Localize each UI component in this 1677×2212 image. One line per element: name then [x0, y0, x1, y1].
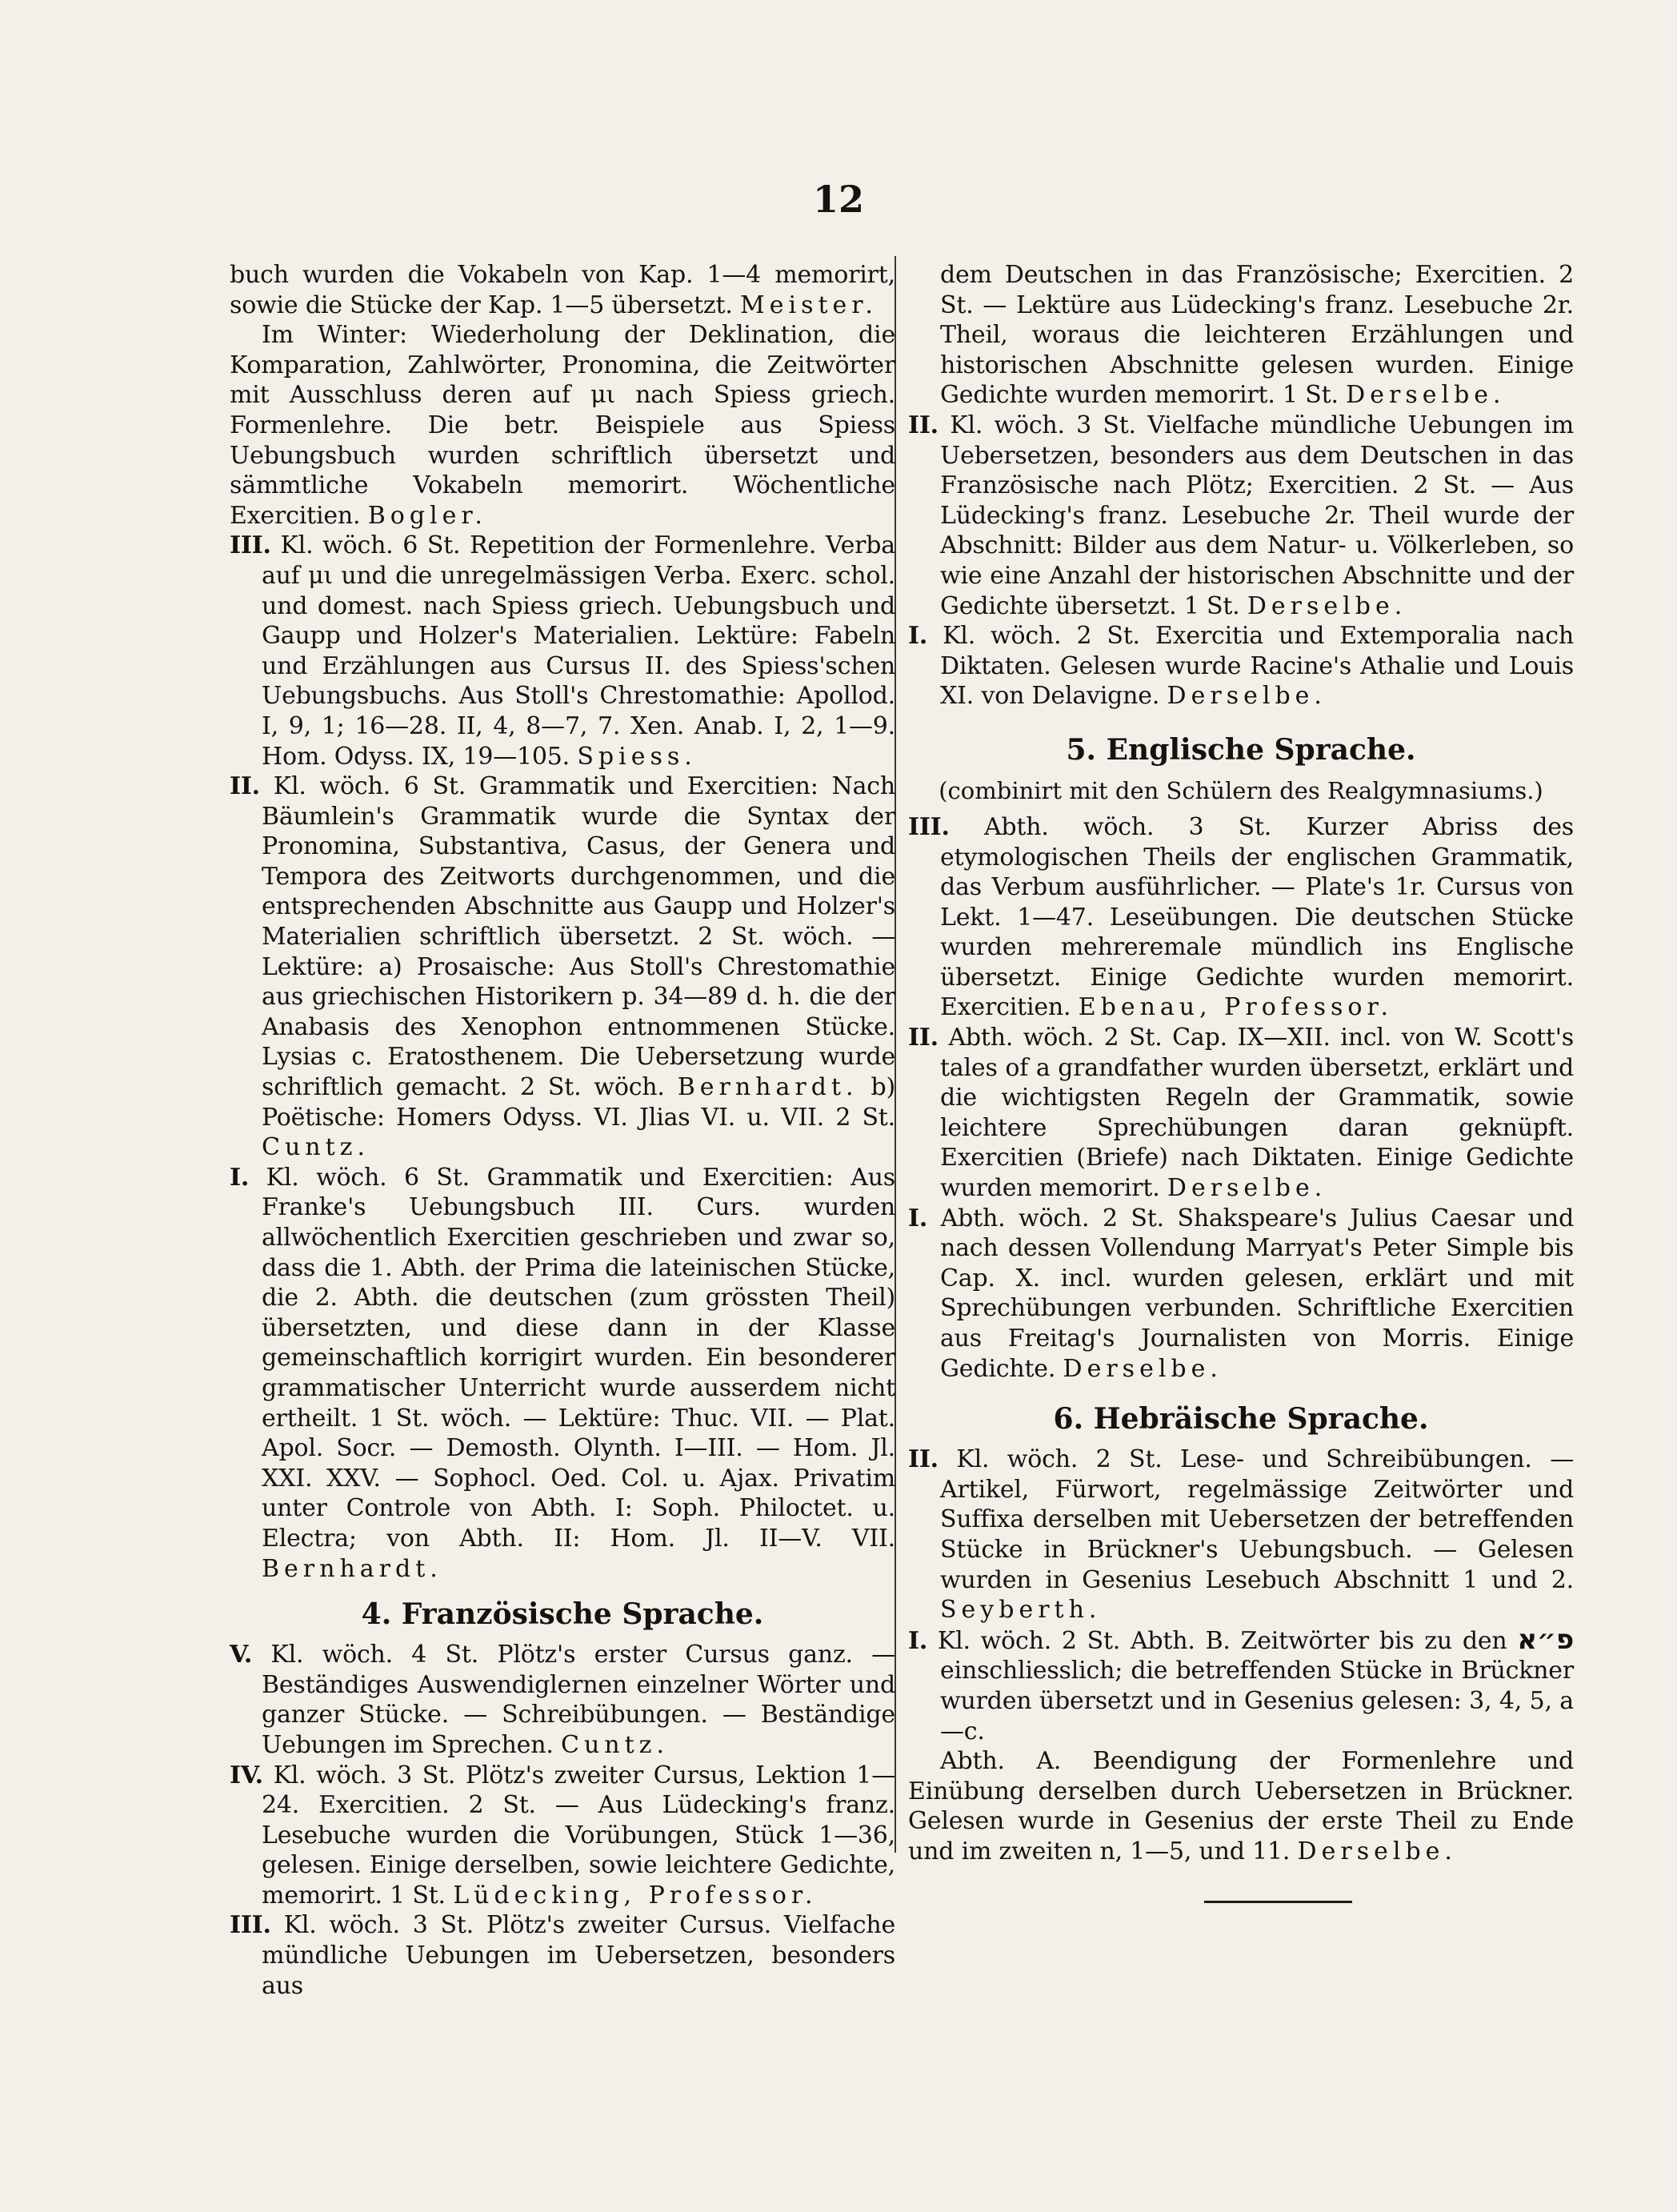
- french-class-v: V. Kl. wöch. 4 St. Plötz's erster Cursus ganz. — Beständiges Auswendiglernen einzelner Wörter und ganzer Stücke. — Schreibübungen. — Beständige Uebungen im Sprechen. Cuntz.: [230, 1641, 895, 1759]
- french-class-iii: III. Kl. wöch. 3 St. Plötz's zweiter Cursus. Vielfache mündliche Uebungen im Uebersetzen, besonders aus: [230, 1911, 895, 2000]
- bleed-through-text: [216, 320, 224, 351]
- section-heading-french: 4. Französische Sprache.: [361, 1597, 764, 1632]
- greek-class-iii: III. Kl. wöch. 6 St. Repetition der Formenlehre. Verba auf μι und die unregelmässigen Verba. Exerc. schol. und domest. nach Spiess griech. Uebungsbuch und Gaupp und Holzer's Materialien. Lektüre: Fabeln und Erzählungen aus Cursus II. des Spiess'schen Uebungsbuchs. Aus Stoll's Chrestomathie: Apollod. I, 9, 1; 16—28. II, 4, 8—7, 7. Xen. Anab. I, 2, 1—9. Hom. Odyss. IX, 19—105. Spiess.: [230, 531, 895, 771]
- hebrew-letters: פ״א: [1517, 1623, 1574, 1656]
- class-label: II.: [230, 772, 260, 801]
- class-label: II.: [908, 1445, 939, 1474]
- class-label: III.: [908, 812, 950, 841]
- section-heading-hebrew: 6. Hebräische Sprache.: [1053, 1402, 1429, 1437]
- section-subheading-english: (combinirt mit den Schülern des Realgymnasiums.): [939, 776, 1543, 804]
- greek-winter-paragraph: Im Winter: Wiederholung der Deklination, die Komparation, Zahlwörter, Pronomina, die Zeitwörter mit Ausschluss deren auf μι nach Spiess griech. Formenlehre. Die betr. Beispiele aus Spiess Uebungsbuch wurden schriftlich übersetzt und sämmtliche Vokabeln memorirt. Wöchentliche Exercitien. Bogler.: [230, 321, 895, 530]
- teacher-name: Derselbe.: [1167, 682, 1327, 711]
- french-class-i: I. Kl. wöch. 2 St. Exercitia und Extemporalia nach Diktaten. Gelesen wurde Racine's Athalie und Louis XI. von Delavigne. Derselbe.: [908, 622, 1574, 711]
- hebrew-class-ii: II. Kl. wöch. 2 St. Lese- und Schreibübungen. — Artikel, Fürwort, regelmässige Zeitwörter und Suffixa derselben mit Uebersetzen der betreffenden Stücke in Brückner's Uebungsbuch. — Gelesen wurden in Gesenius Lesebuch Abschnitt 1 und 2. Seyberth.: [908, 1445, 1574, 1625]
- hebrew-class-i: I. Kl. wöch. 2 St. Abth. B. Zeitwörter bis zu den פ״א einschliesslich; die betreffenden Stücke in Brückner wurden übersetzt und in Gesenius gelesen: 3, 4, 5, a—c.: [908, 1623, 1574, 1745]
- hebrew-class-i-abth-a: Abth. A. Beendigung der Formenlehre und Einübung derselben durch Uebersetzen in Brückner. Gelesen wurde in Gesenius der erste Theil zu Ende und im zweiten n, 1—5, und 11. Derselbe.: [908, 1747, 1574, 1865]
- teacher-name: Bernhardt.: [262, 1554, 442, 1583]
- teacher-name: Bernhardt.: [677, 1073, 859, 1102]
- english-abth-ii: II. Abth. wöch. 2 St. Cap. IX—XII. incl. von W. Scott's tales of a grandfather wurden übersetzt, erklärt und die wichtigsten Regeln der Grammatik, sowie leichtere Sprechübungen daran geknüpft. Exercitien (Briefe) nach Diktaten. Einige Gedichte wurden memorirt. Derselbe.: [908, 1024, 1574, 1203]
- teacher-name: Ebenau, Professor.: [1078, 993, 1394, 1022]
- teacher-name: Meister.: [740, 291, 878, 319]
- greek-class-ii: II. Kl. wöch. 6 St. Grammatik und Exercitien: Nach Bäumlein's Grammatik wurde die Syntax der Pronomina, Substantiva, Casus, der Genera und Tempora des Zeitworts durchgenommen, und die entsprechenden Abschnitte aus Gaupp und Holzer's Materialien schriftlich übersetzt. 2 St. wöch. — Lektüre: a) Prosaische: Aus Stoll's Chrestomathie aus griechischen Historikern p. 34—89 d. h. die der Anabasis des Xenophon entnommenen Stücke. Lysias c. Eratosthenem. Die Uebersetzung wurde schriftlich gemacht. 2 St. wöch. Bernhardt. b) Poëtische: Homers Odyss. VI. Jlias VI. u. VII. 2 St. Cuntz.: [230, 772, 895, 1162]
- closing-rule: [1204, 1901, 1352, 1903]
- class-label: I.: [908, 1626, 928, 1655]
- teacher-name: Derselbe.: [1346, 381, 1506, 410]
- english-abth-i: I. Abth. wöch. 2 St. Shakspeare's Julius Caesar und nach dessen Vollendung Marryat's Peter Simple bis Cap. X. incl. wurden gelesen, erklärt und mit Sprechübungen verbunden. Schriftliche Exercitien aus Freitag's Journalisten von Morris. Einige Gedichte. Derselbe.: [908, 1204, 1574, 1383]
- greek-v-continuation: buch wurden die Vokabeln von Kap. 1—4 memorirt, sowie die Stücke der Kap. 1—5 übersetzt. Meister.: [230, 261, 895, 319]
- french-class-iv: IV. Kl. wöch. 3 St. Plötz's zweiter Cursus, Lektion 1—24. Exercitien. 2 St. — Aus Lüdecking's franz. Lesebuche wurden die Vorübungen, Stück 1—36, gelesen. Einige derselben, sowie leichtere Gedichte, memorirt. 1 St. Lüdecking, Professor.: [230, 1761, 895, 1909]
- teacher-name: Derselbe.: [1167, 1174, 1327, 1203]
- teacher-name: Cuntz.: [262, 1133, 370, 1162]
- teacher-name: Cuntz.: [561, 1730, 670, 1759]
- teacher-name: Bogler.: [367, 501, 487, 530]
- teacher-name: Derselbe.: [1297, 1837, 1457, 1865]
- class-label: V.: [230, 1641, 253, 1669]
- class-label: I.: [908, 622, 928, 651]
- class-label: II.: [908, 411, 939, 439]
- french-class-iii-continuation: dem Deutschen in das Französische; Exercitien. 2 St. — Lektüre aus Lüdecking's franz. Lesebuche 2r. Theil, woraus die leichteren Erzählungen und historischen Abschnitte gelesen wurden. Einige Gedichte wurden memorirt. 1 St. Derselbe.: [940, 261, 1574, 410]
- class-label: III.: [230, 531, 271, 560]
- class-label: I.: [230, 1163, 250, 1192]
- english-abth-iii: III. Abth. wöch. 3 St. Kurzer Abriss des etymologischen Theils der englischen Grammatik, das Verbum ausführlicher. — Plate's 1r. Cursus von Lekt. 1—47. Leseübungen. Die deutschen Stücke wurden mehreremale mündlich ins Englische übersetzt. Einige Gedichte wurden memorirt. Exercitien. Ebenau, Professor.: [908, 812, 1574, 1022]
- class-label: I.: [908, 1204, 928, 1232]
- french-class-ii: II. Kl. wöch. 3 St. Vielfache mündliche Uebungen im Uebersetzen, besonders aus dem Deutschen in das Französische nach Plötz; Exercitien. 2 St. — Aus Lüdecking's franz. Lesebuche 2r. Theil wurde der Abschnitt: Bilder aus dem Natur- u. Völkerleben, so wie eine Anzahl der historischen Abschnitte und der Gedichte übersetzt. 1 St. Derselbe.: [908, 411, 1574, 620]
- teacher-name: Lüdecking, Professor.: [453, 1881, 818, 1909]
- teacher-name: Seyberth.: [940, 1596, 1102, 1625]
- class-label: IV.: [230, 1761, 263, 1789]
- greek-class-i: I. Kl. wöch. 6 St. Grammatik und Exercitien: Aus Franke's Uebungsbuch III. Curs. wurden allwöchentlich Exercitien geschrieben und zwar so, dass die 1. Abth. der Prima die lateinischen Stücke, die 2. Abth. die deutschen (zum grössten Theil) übersetzten, und diese dann in der Klasse gemeinschaftlich korrigirt wurden. Ein besonderer grammatischer Unterricht wurde ausserdem nicht ertheilt. 1 St. wöch. — Lektüre: Thuc. VII. — Plat. Apol. Socr. — Demosth. Olynth. I—III. — Hom. Jl. XXI. XXV. — Sophocl. Oed. Col. u. Ajax. Privatim unter Controle von Abth. I: Soph. Philoctet. u. Electra; von Abth. II: Hom. Jl. II—V. VII. Bernhardt.: [230, 1163, 895, 1583]
- teacher-name: Derselbe.: [1063, 1354, 1223, 1383]
- class-label: II.: [908, 1024, 939, 1052]
- right-column: [908, 260, 1574, 1903]
- teacher-name: Spiess.: [577, 742, 697, 771]
- class-label: III.: [230, 1911, 271, 1940]
- teacher-name: Derselbe.: [1247, 591, 1407, 620]
- section-heading-english: 5. Englische Sprache.: [1066, 732, 1416, 767]
- left-column: [230, 260, 895, 2001]
- page-number: 12: [812, 178, 864, 221]
